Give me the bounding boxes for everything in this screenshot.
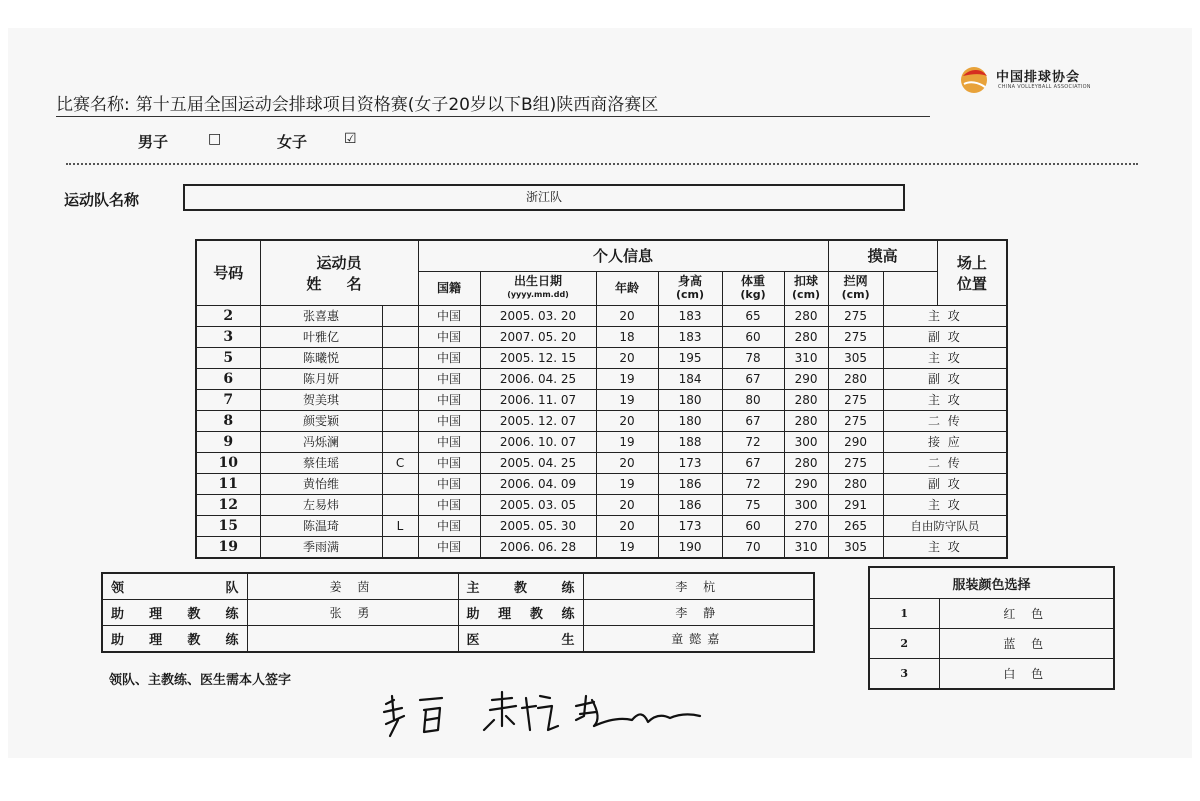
- uniform-color-table: [868, 566, 1115, 690]
- head-coach-name: 李 杭: [583, 573, 814, 600]
- male-label: 男子: [138, 133, 169, 151]
- signature-tong-yijia: [576, 696, 700, 726]
- player-block: 275: [828, 326, 883, 347]
- header-position-line2: 位置: [956, 274, 987, 293]
- player-number: 11: [196, 473, 260, 494]
- competition-line: [56, 90, 930, 117]
- staff-table: [101, 572, 815, 653]
- player-age: 19: [596, 389, 658, 410]
- player-height: 188: [658, 431, 722, 452]
- player-age: 19: [596, 431, 658, 452]
- header-nationality: 国籍: [418, 271, 480, 305]
- player-role: [382, 494, 418, 515]
- player-spike: 300: [784, 431, 828, 452]
- player-height: 184: [658, 368, 722, 389]
- player-spike: 290: [784, 473, 828, 494]
- player-age: 20: [596, 494, 658, 515]
- competition-name: 第十五届全国运动会排球项目资格赛(女子20岁以下B组)陕西商洛赛区: [135, 95, 659, 115]
- player-position: 接 应: [883, 431, 1007, 452]
- player-age: 19: [596, 536, 658, 558]
- header-birth: [480, 271, 596, 305]
- player-role: [382, 368, 418, 389]
- player-position: 副 攻: [883, 326, 1007, 347]
- table-row: [196, 515, 1007, 536]
- header-block: [828, 271, 883, 305]
- signature-note: 领队、主教练、医生需本人签字: [109, 673, 292, 688]
- team-label: 运动队名称: [64, 191, 140, 209]
- header-birth-format: (yyyy.mm.dd): [507, 290, 569, 299]
- female-checkbox[interactable]: ☑: [344, 131, 357, 147]
- player-height: 195: [658, 347, 722, 368]
- player-number: 3: [196, 326, 260, 347]
- player-nationality: 中国: [418, 389, 480, 410]
- header-number: 号码: [196, 240, 260, 305]
- player-name: 张喜惠: [260, 305, 382, 326]
- player-nationality: 中国: [418, 473, 480, 494]
- roster-body: [196, 305, 1007, 558]
- table-row: [196, 473, 1007, 494]
- uniform-option: [869, 629, 1114, 659]
- signature-li-hang: [484, 692, 558, 730]
- player-nationality: 中国: [418, 452, 480, 473]
- player-spike: 280: [784, 389, 828, 410]
- player-nationality: 中国: [418, 347, 480, 368]
- uniform-color: 红 色: [939, 599, 1114, 629]
- player-block: 305: [828, 536, 883, 558]
- player-age: 20: [596, 305, 658, 326]
- uniform-color: 白 色: [939, 659, 1114, 690]
- player-name: 贺美琪: [260, 389, 382, 410]
- player-name: 陈温琦: [260, 515, 382, 536]
- uniform-index: 1: [869, 599, 939, 629]
- player-block: 275: [828, 389, 883, 410]
- player-dob: 2006. 04. 25: [480, 368, 596, 389]
- table-row: [196, 410, 1007, 431]
- player-number: 6: [196, 368, 260, 389]
- leader-label: 领队: [102, 573, 247, 600]
- player-weight: 65: [722, 305, 784, 326]
- doctor-name: 童懿嘉: [583, 626, 814, 653]
- table-row: [196, 389, 1007, 410]
- player-weight: 72: [722, 473, 784, 494]
- player-position: 副 攻: [883, 368, 1007, 389]
- player-nationality: 中国: [418, 515, 480, 536]
- table-row: [196, 347, 1007, 368]
- player-height: 180: [658, 410, 722, 431]
- player-spike: 280: [784, 452, 828, 473]
- header-spike-unit: (cm): [792, 288, 821, 301]
- player-nationality: 中国: [418, 431, 480, 452]
- player-weight: 70: [722, 536, 784, 558]
- header-spike-label: 扣球: [794, 274, 819, 288]
- header-age: 年龄: [596, 271, 658, 305]
- uniform-index: 2: [869, 629, 939, 659]
- player-block: 280: [828, 368, 883, 389]
- player-role: [382, 305, 418, 326]
- uniform-title: 服装颜色选择: [869, 567, 1114, 599]
- player-position: 二 传: [883, 410, 1007, 431]
- player-position: 主 攻: [883, 536, 1007, 558]
- table-row: [196, 305, 1007, 326]
- player-weight: 75: [722, 494, 784, 515]
- header-position: [937, 240, 1007, 305]
- player-weight: 80: [722, 389, 784, 410]
- player-dob: 2006. 04. 09: [480, 473, 596, 494]
- roster-table: [195, 239, 1008, 559]
- player-number: 12: [196, 494, 260, 515]
- player-role: L: [382, 515, 418, 536]
- player-age: 19: [596, 368, 658, 389]
- player-position: 自由防守队员: [883, 515, 1007, 536]
- player-height: 186: [658, 494, 722, 515]
- table-row: [196, 494, 1007, 515]
- player-dob: 2007. 05. 20: [480, 326, 596, 347]
- volleyball-logo-icon: [958, 64, 990, 96]
- player-age: 19: [596, 473, 658, 494]
- header-reach: 摸高: [828, 240, 937, 271]
- player-spike: 280: [784, 410, 828, 431]
- header-spike: [784, 271, 828, 305]
- player-name: 黄怡维: [260, 473, 382, 494]
- association-logo: [958, 64, 1108, 98]
- player-age: 20: [596, 515, 658, 536]
- assistant-coach-label: 助理教练: [458, 600, 583, 626]
- uniform-color: 蓝 色: [939, 629, 1114, 659]
- player-age: 20: [596, 452, 658, 473]
- player-nationality: 中国: [418, 326, 480, 347]
- header-athlete-line2: 姓 名: [306, 274, 372, 293]
- player-block: 291: [828, 494, 883, 515]
- player-number: 10: [196, 452, 260, 473]
- player-block: 275: [828, 452, 883, 473]
- player-spike: 280: [784, 305, 828, 326]
- player-position: 副 攻: [883, 473, 1007, 494]
- player-spike: 300: [784, 494, 828, 515]
- player-block: 265: [828, 515, 883, 536]
- head-coach-label: 主教练: [458, 573, 583, 600]
- assistant-coach-name: 张 勇: [247, 600, 458, 626]
- player-height: 186: [658, 473, 722, 494]
- player-role: C: [382, 452, 418, 473]
- doctor-label: 医生: [458, 626, 583, 653]
- player-age: 20: [596, 347, 658, 368]
- player-block: 280: [828, 473, 883, 494]
- player-number: 8: [196, 410, 260, 431]
- player-role: [382, 389, 418, 410]
- dotted-divider: [66, 163, 1138, 165]
- player-dob: 2005. 05. 30: [480, 515, 596, 536]
- player-role: [382, 473, 418, 494]
- player-dob: 2005. 03. 05: [480, 494, 596, 515]
- player-height: 183: [658, 326, 722, 347]
- player-spike: 290: [784, 368, 828, 389]
- player-dob: 2006. 10. 07: [480, 431, 596, 452]
- uniform-index: 3: [869, 659, 939, 690]
- player-dob: 2005. 03. 20: [480, 305, 596, 326]
- player-height: 180: [658, 389, 722, 410]
- table-row: [196, 452, 1007, 473]
- header-position-line1: 场上: [956, 253, 987, 272]
- header-athlete: [260, 240, 418, 305]
- player-nationality: 中国: [418, 410, 480, 431]
- player-age: 20: [596, 410, 658, 431]
- team-name-field[interactable]: 浙江队: [183, 184, 905, 211]
- player-number: 2: [196, 305, 260, 326]
- logo-text: 中国排球协会: [996, 70, 1081, 85]
- player-position: 主 攻: [883, 494, 1007, 515]
- table-row: [196, 536, 1007, 558]
- header-height: [658, 271, 722, 305]
- player-age: 18: [596, 326, 658, 347]
- player-dob: 2005. 12. 07: [480, 410, 596, 431]
- assistant-coach-name: [247, 626, 458, 653]
- player-spike: 310: [784, 536, 828, 558]
- header-block-label: 拦网: [843, 274, 868, 288]
- player-weight: 67: [722, 410, 784, 431]
- player-name: 叶雅亿: [260, 326, 382, 347]
- female-label: 女子: [277, 133, 308, 151]
- leader-name: 姜 茵: [247, 573, 458, 600]
- table-row: [196, 368, 1007, 389]
- uniform-option: [869, 659, 1114, 690]
- player-dob: 2006. 06. 28: [480, 536, 596, 558]
- table-row: [196, 431, 1007, 452]
- player-number: 7: [196, 389, 260, 410]
- player-dob: 2005. 04. 25: [480, 452, 596, 473]
- assistant-coach-name: 李 静: [583, 600, 814, 626]
- player-number: 19: [196, 536, 260, 558]
- uniform-option: [869, 599, 1114, 629]
- staff-row: [102, 600, 814, 626]
- player-nationality: 中国: [418, 368, 480, 389]
- header-block-unit: (cm): [841, 288, 870, 301]
- player-height: 190: [658, 536, 722, 558]
- player-position: 二 传: [883, 452, 1007, 473]
- player-name: 陈月妍: [260, 368, 382, 389]
- player-block: 275: [828, 305, 883, 326]
- player-role: [382, 536, 418, 558]
- player-spike: 270: [784, 515, 828, 536]
- player-nationality: 中国: [418, 536, 480, 558]
- player-dob: 2005. 12. 15: [480, 347, 596, 368]
- player-weight: 67: [722, 368, 784, 389]
- player-nationality: 中国: [418, 305, 480, 326]
- header-height-label: 身高: [678, 274, 703, 288]
- player-spike: 280: [784, 326, 828, 347]
- competition-label: 比赛名称:: [56, 95, 130, 115]
- assistant-coach-label: 助理教练: [102, 626, 247, 653]
- handwritten-signatures: [380, 686, 710, 756]
- player-role: [382, 326, 418, 347]
- player-height: 183: [658, 305, 722, 326]
- header-weight-label: 体重: [741, 274, 766, 288]
- male-checkbox[interactable]: □: [208, 131, 222, 147]
- player-name: 左易炜: [260, 494, 382, 515]
- player-name: 冯烁澜: [260, 431, 382, 452]
- logo-subtext: CHINA VOLLEYBALL ASSOCIATION: [998, 84, 1091, 90]
- header-personal-info: 个人信息: [418, 240, 828, 271]
- header-weight: [722, 271, 784, 305]
- player-position: 主 攻: [883, 389, 1007, 410]
- staff-row: [102, 626, 814, 653]
- player-name: 陈曦悦: [260, 347, 382, 368]
- header-weight-unit: (kg): [740, 288, 766, 301]
- player-block: 275: [828, 410, 883, 431]
- header-birth-label: 出生日期: [514, 274, 563, 288]
- player-weight: 67: [722, 452, 784, 473]
- player-spike: 310: [784, 347, 828, 368]
- player-weight: 60: [722, 515, 784, 536]
- player-position: 主 攻: [883, 347, 1007, 368]
- player-number: 15: [196, 515, 260, 536]
- player-position: 主 攻: [883, 305, 1007, 326]
- player-role: [382, 347, 418, 368]
- player-block: 290: [828, 431, 883, 452]
- header-height-unit: (cm): [675, 288, 705, 301]
- assistant-coach-label: 助理教练: [102, 600, 247, 626]
- player-weight: 72: [722, 431, 784, 452]
- player-name: 蔡佳瑶: [260, 452, 382, 473]
- player-role: [382, 410, 418, 431]
- player-weight: 78: [722, 347, 784, 368]
- signature-jiang-yin: [384, 696, 442, 736]
- player-name: 季雨满: [260, 536, 382, 558]
- player-weight: 60: [722, 326, 784, 347]
- player-nationality: 中国: [418, 494, 480, 515]
- table-row: [196, 326, 1007, 347]
- header-athlete-line1: 运动员: [316, 253, 362, 272]
- player-height: 173: [658, 515, 722, 536]
- player-number: 9: [196, 431, 260, 452]
- player-role: [382, 431, 418, 452]
- player-block: 305: [828, 347, 883, 368]
- staff-row: [102, 573, 814, 600]
- player-name: 颜雯颖: [260, 410, 382, 431]
- player-height: 173: [658, 452, 722, 473]
- player-number: 5: [196, 347, 260, 368]
- player-dob: 2006. 11. 07: [480, 389, 596, 410]
